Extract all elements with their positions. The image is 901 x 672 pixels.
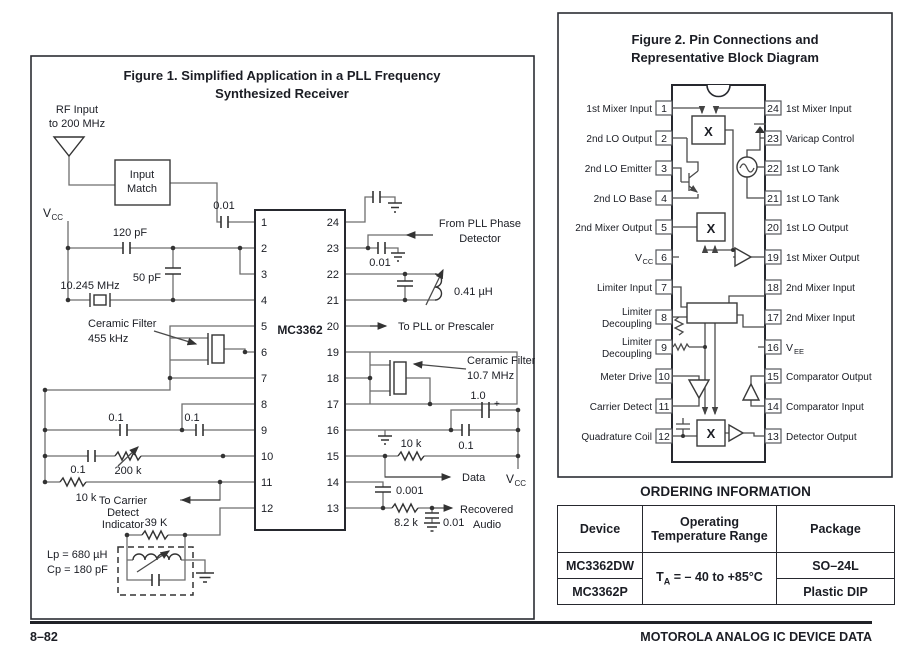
- col-header-package: Package: [777, 506, 895, 553]
- col-header-temp-line1: Operating: [679, 515, 740, 529]
- pin-number: 1: [661, 103, 667, 115]
- label-ceramic-filter-107-2: 10.7 MHz: [467, 370, 515, 382]
- pin-label: Comparator Output: [786, 372, 872, 383]
- dip-pin-labels-right: [786, 104, 872, 443]
- table-header-row: [558, 506, 895, 553]
- cell-device-1: MC3362DW: [558, 553, 643, 579]
- tank-circuit-dashed-box: [118, 547, 193, 595]
- label-carrier-detect-2: Detect: [107, 507, 139, 519]
- cell-device-2: MC3362P: [558, 579, 643, 605]
- label-ceramic-filter-455-1: Ceramic Filter: [88, 318, 157, 330]
- temp-base: T: [656, 570, 664, 585]
- pin-number: 5: [661, 222, 667, 234]
- cell-temp-range: [643, 553, 777, 605]
- antenna-icon: [54, 137, 84, 156]
- pin-number: 15: [767, 371, 779, 383]
- pin-label: Varicap Control: [786, 134, 855, 145]
- footer-title: MOTOROLA ANALOG IC DEVICE DATA: [640, 630, 872, 644]
- pin-number: 19: [326, 347, 339, 359]
- label-crystal: 10.245 MHz: [60, 280, 120, 292]
- pin-label-vcc-sub: CC: [642, 257, 654, 266]
- figure2-title-line2: Representative Block Diagram: [631, 50, 819, 65]
- label-cap-1uf: 1.0: [470, 390, 486, 402]
- pin-number: 18: [767, 282, 779, 294]
- pin-label-vee-sub: EE: [794, 347, 805, 356]
- label-ceramic-filter-455-2: 455 kHz: [88, 333, 129, 345]
- pin-number: 11: [658, 401, 670, 413]
- cell-package-2: Plastic DIP: [777, 579, 895, 605]
- pin-number: 4: [261, 295, 268, 307]
- pin-number: 23: [326, 243, 339, 255]
- col-header-temp: [643, 506, 777, 553]
- crystal-symbol: [90, 293, 110, 307]
- pin-number: 16: [326, 425, 339, 437]
- label-data-out: Data: [462, 472, 486, 484]
- label-cap-01-pin9b: 0.1: [184, 412, 200, 424]
- ordering-table: [557, 505, 895, 605]
- label-lp: Lp = 680 µH: [47, 549, 108, 561]
- pin-number: 2: [261, 243, 268, 255]
- col-header-temp-line2: Temperature Range: [651, 529, 768, 543]
- label-coil-041uh: 0.41 µH: [454, 286, 493, 298]
- pin-number: 11: [261, 477, 273, 489]
- pin-number: 22: [326, 269, 339, 281]
- ceramic-filter-107-symbol: [390, 360, 406, 396]
- label-vcc-left: V: [43, 206, 52, 220]
- label-to-pll-prescaler: To PLL or Prescaler: [398, 321, 495, 333]
- pin-label: 2nd Mixer Input: [786, 313, 855, 324]
- figure1-title-line1: Figure 1. Simplified Application in a PLL Frequency: [123, 68, 441, 83]
- label-from-pll-2: Detector: [459, 233, 501, 245]
- label-res-82k: 8.2 k: [394, 517, 418, 529]
- pin-label: 1st Mixer Input: [786, 104, 852, 115]
- figure1-title-line2: Synthesized Receiver: [215, 86, 349, 101]
- pin-number: 24: [326, 217, 339, 229]
- figure1-pll-receiver-schematic: [30, 55, 535, 620]
- label-cap-input: 0.01: [213, 200, 235, 212]
- label-carrier-detect-1: To Carrier: [98, 495, 148, 507]
- pin-label-vee: V: [786, 342, 794, 354]
- label-cap-01-pin10: 0.1: [70, 464, 86, 476]
- page-number: 8–82: [30, 630, 58, 644]
- pin-number: 17: [767, 312, 779, 324]
- pin-number: 13: [767, 431, 779, 443]
- label-pot-200k: 200 k: [114, 465, 142, 477]
- figure2-pin-connections-diagram: [557, 12, 893, 478]
- pin-number: 10: [658, 371, 670, 383]
- pin-number: 12: [261, 503, 274, 515]
- pin-label: 1st LO Output: [786, 223, 849, 234]
- pin-label: Meter Drive: [600, 372, 652, 383]
- label-res-10k-pin11: 10 k: [75, 492, 97, 504]
- pin-number: 20: [767, 222, 779, 234]
- pin-number: 3: [261, 269, 268, 281]
- label-vcc-right: V: [506, 472, 515, 486]
- pin-number: 6: [261, 347, 268, 359]
- figure2-title-line1: Figure 2. Pin Connections and: [631, 32, 819, 47]
- table-row: [558, 553, 895, 579]
- label-cap-120pf: 120 pF: [112, 227, 148, 239]
- pin-number: 7: [261, 373, 268, 385]
- pin-number: 6: [661, 252, 667, 264]
- pin-number: 7: [661, 282, 667, 294]
- pin-number: 14: [767, 401, 779, 413]
- pin-label-line1: Limiter: [621, 337, 652, 348]
- label-cap-01-pin16: 0.1: [458, 440, 474, 452]
- label-vcc-right-sub: CC: [514, 479, 527, 488]
- label-rf-input: RF Input: [55, 104, 99, 116]
- pin-label: Limiter Input: [596, 283, 652, 294]
- pin-number: 1: [261, 217, 268, 229]
- pin-number: 12: [658, 431, 670, 443]
- pin-label: 2nd Mixer Input: [786, 283, 855, 294]
- pin-number: 4: [661, 193, 667, 205]
- pin-label: Detector Output: [786, 432, 857, 443]
- pin-number: 21: [326, 295, 339, 307]
- pin-label: Quadrature Coil: [581, 432, 652, 443]
- temp-rest: = – 40 to +85°C: [670, 570, 763, 585]
- pin-label-line2: Decoupling: [601, 349, 652, 360]
- label-recovered-audio-2: Audio: [473, 519, 502, 531]
- pin-number: 14: [326, 477, 339, 489]
- footer-rule: [30, 621, 872, 624]
- label-input-match-1: Input: [129, 169, 155, 181]
- pin-number: 9: [661, 342, 667, 354]
- pin-number: 15: [326, 451, 339, 463]
- label-cp: Cp = 180 pF: [47, 564, 108, 576]
- label-res-39k: 39 K: [144, 517, 168, 529]
- pin-label: Carrier Detect: [589, 402, 652, 413]
- ic-part-number: MC3362: [277, 323, 323, 337]
- pin-label-line1: Limiter: [621, 307, 652, 318]
- label-vcc-left-sub: CC: [51, 213, 64, 222]
- label-input-match-2: Match: [127, 183, 157, 195]
- pin-number: 16: [767, 342, 779, 354]
- label-cap-001-pin23: 0.01: [369, 257, 391, 269]
- pin-number: 19: [767, 252, 779, 264]
- ordering-information-section: [557, 484, 894, 605]
- ordering-heading: ORDERING INFORMATION: [640, 484, 811, 499]
- col-header-device: Device: [558, 506, 643, 553]
- label-ceramic-filter-107-1: Ceramic Filter: [467, 355, 535, 367]
- pin-number: 21: [767, 193, 779, 205]
- label-cap-001-pin13: 0.01: [443, 517, 465, 529]
- pin-label-line2: Decoupling: [601, 319, 652, 330]
- pin-number: 8: [661, 312, 667, 324]
- label-from-pll-1: From PLL Phase: [438, 218, 522, 230]
- second-mixer-x: X: [706, 221, 716, 236]
- pin-number: 22: [767, 163, 779, 175]
- pin-number: 3: [661, 163, 667, 175]
- label-carrier-detect-3: Indicator: [101, 519, 145, 531]
- temp-sub: A: [663, 576, 671, 587]
- pin-number: 2: [661, 133, 667, 145]
- pin-label: 2nd LO Base: [593, 194, 652, 205]
- pin-number: 17: [326, 399, 339, 411]
- pin-number: 10: [261, 451, 274, 463]
- pin-label: 1st Mixer Input: [586, 104, 652, 115]
- pin-number: 24: [767, 103, 779, 115]
- pin-number: 8: [261, 399, 268, 411]
- first-mixer-x: X: [704, 124, 713, 139]
- pin-label: 1st LO Tank: [786, 194, 840, 205]
- pin-number: 23: [767, 133, 779, 145]
- pin-label-vcc: V: [634, 252, 642, 264]
- cell-package-1: SO–24L: [777, 553, 895, 579]
- pin-label: 2nd LO Emitter: [584, 164, 652, 175]
- label-cap-50pf: 50 pF: [132, 272, 161, 284]
- pin-label: Comparator Input: [786, 402, 864, 413]
- pin-number: 9: [261, 425, 268, 437]
- pin-label: 2nd Mixer Output: [575, 223, 652, 234]
- pin-label: 2nd LO Output: [586, 134, 652, 145]
- label-recovered-audio-1: Recovered: [460, 504, 514, 516]
- pin-number: 18: [326, 373, 339, 385]
- label-res-10k-pin15: 10 k: [400, 438, 422, 450]
- pin-number: 13: [326, 503, 339, 515]
- ceramic-filter-455-symbol: [208, 333, 224, 365]
- limiter-block: [687, 303, 737, 323]
- detector-mixer-x: X: [706, 426, 716, 441]
- pin-number: 20: [326, 321, 339, 333]
- pin-label: 1st Mixer Output: [786, 253, 860, 264]
- pin-label: 1st LO Tank: [786, 164, 840, 175]
- label-rf-input-freq: to 200 MHz: [48, 118, 106, 130]
- pin-number: 5: [261, 321, 268, 333]
- label-cap-1uf-plus: +: [494, 399, 500, 410]
- label-cap-0001: 0.001: [396, 485, 424, 497]
- dip-pin-labels-left: [575, 104, 654, 443]
- label-cap-01-pin9a: 0.1: [108, 412, 124, 424]
